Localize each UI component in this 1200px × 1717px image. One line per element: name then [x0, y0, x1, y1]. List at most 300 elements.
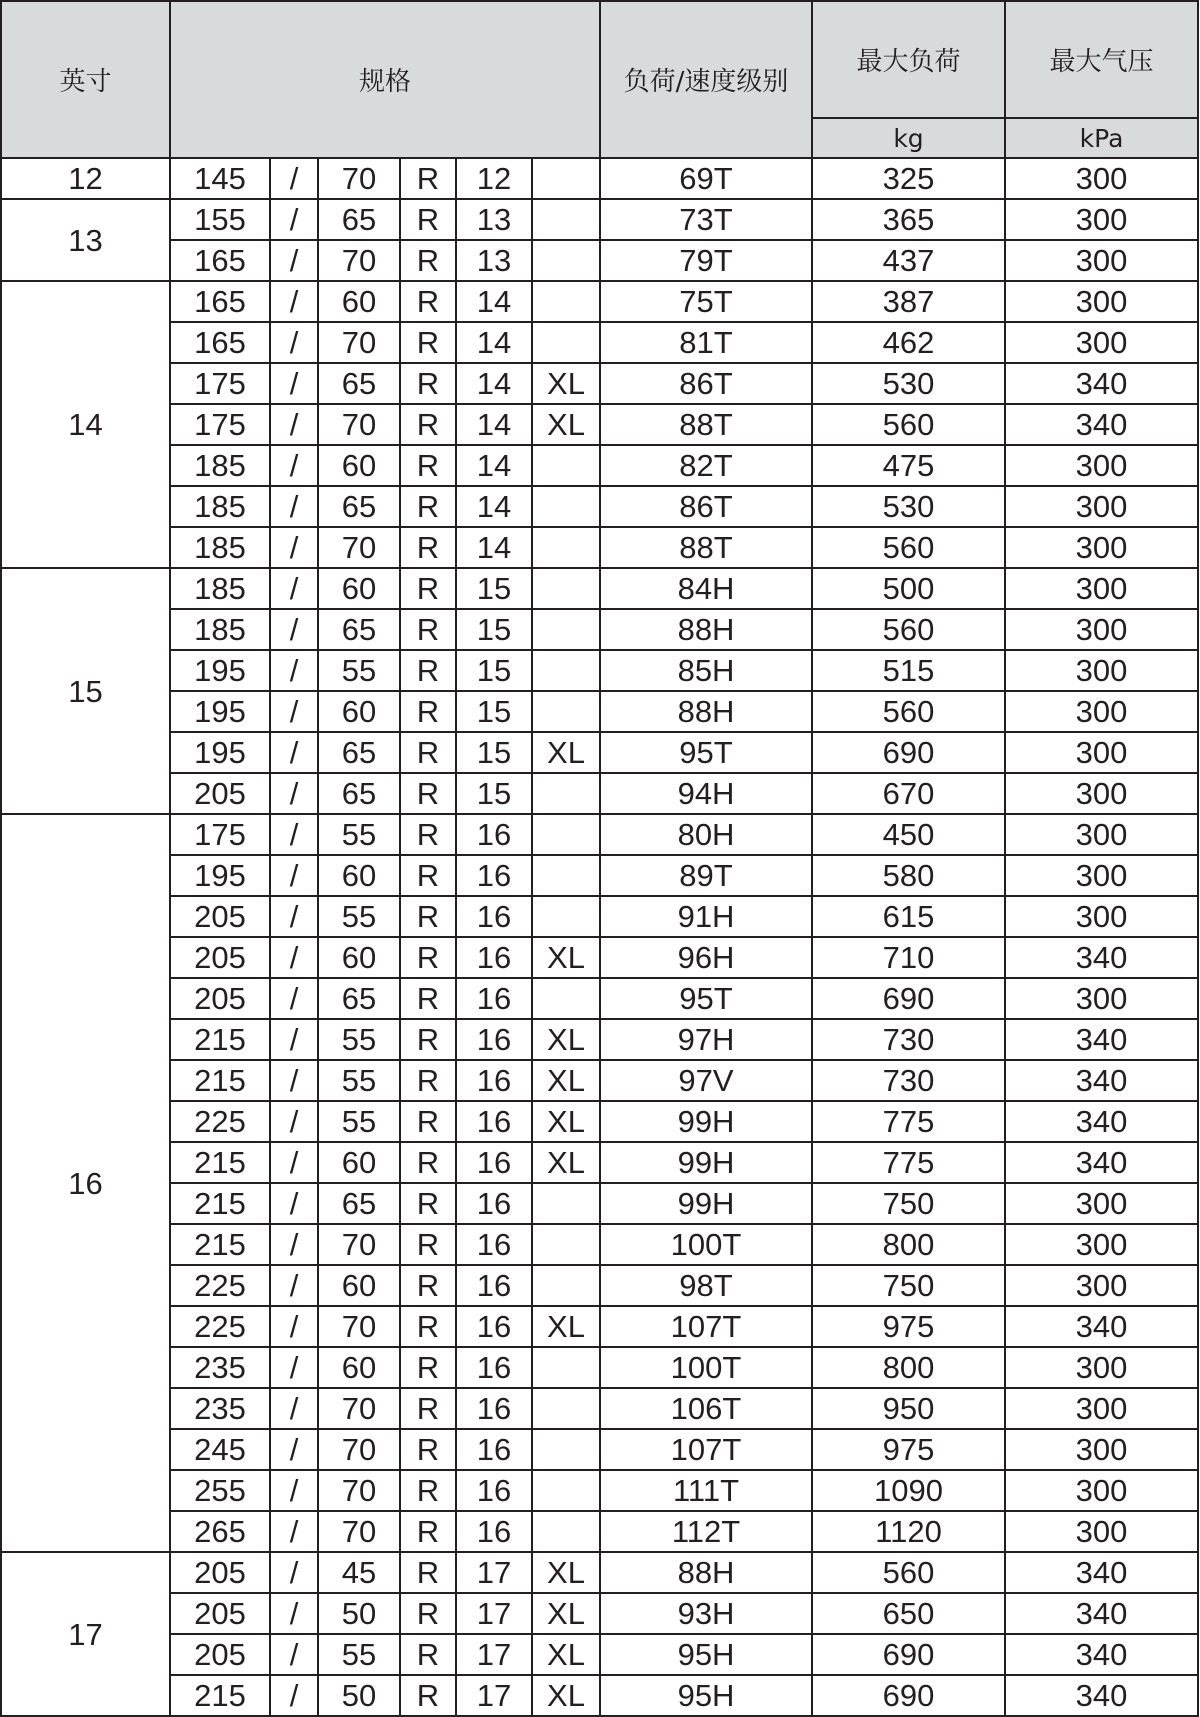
xl-cell [532, 1183, 600, 1224]
load-speed-cell: 99H [600, 1183, 812, 1224]
rim-cell: 15 [456, 650, 532, 691]
construction-cell: R [400, 609, 456, 650]
max-load-cell: 690 [812, 1675, 1005, 1716]
rim-cell: 14 [456, 281, 532, 322]
width-cell: 205 [170, 1634, 270, 1675]
construction-cell: R [400, 1511, 456, 1552]
construction-cell: R [400, 1634, 456, 1675]
width-cell: 185 [170, 527, 270, 568]
construction-cell: R [400, 281, 456, 322]
max-pressure-cell: 340 [1005, 1019, 1198, 1060]
max-load-cell: 475 [812, 445, 1005, 486]
max-load-cell: 975 [812, 1429, 1005, 1470]
xl-cell [532, 1429, 600, 1470]
rim-cell: 16 [456, 814, 532, 855]
max-load-cell: 750 [812, 1183, 1005, 1224]
table-row [1, 1511, 1198, 1552]
max-pressure-cell: 300 [1005, 1224, 1198, 1265]
max-load-cell: 690 [812, 732, 1005, 773]
width-cell: 205 [170, 937, 270, 978]
rim-cell: 16 [456, 896, 532, 937]
max-pressure-cell: 300 [1005, 1511, 1198, 1552]
max-pressure-cell: 300 [1005, 1429, 1198, 1470]
width-cell: 185 [170, 486, 270, 527]
load-speed-cell: 99H [600, 1142, 812, 1183]
max-pressure-cell: 340 [1005, 1101, 1198, 1142]
construction-cell: R [400, 691, 456, 732]
table-row [1, 691, 1198, 732]
max-load-cell: 560 [812, 527, 1005, 568]
max-load-cell: 800 [812, 1347, 1005, 1388]
load-speed-cell: 95T [600, 732, 812, 773]
aspect-cell: 70 [318, 322, 400, 363]
construction-cell: R [400, 1429, 456, 1470]
max-load-cell: 437 [812, 240, 1005, 281]
width-cell: 175 [170, 363, 270, 404]
max-load-cell: 560 [812, 691, 1005, 732]
max-pressure-cell: 300 [1005, 773, 1198, 814]
width-cell: 205 [170, 978, 270, 1019]
width-cell: 205 [170, 896, 270, 937]
slash-cell: / [270, 363, 318, 404]
load-speed-cell: 93H [600, 1593, 812, 1634]
max-pressure-cell: 300 [1005, 1470, 1198, 1511]
table-row [1, 158, 1198, 199]
max-pressure-cell: 300 [1005, 1183, 1198, 1224]
aspect-cell: 55 [318, 814, 400, 855]
load-speed-cell: 112T [600, 1511, 812, 1552]
aspect-cell: 65 [318, 732, 400, 773]
xl-cell [532, 650, 600, 691]
aspect-cell: 65 [318, 363, 400, 404]
slash-cell: / [270, 1142, 318, 1183]
max-load-cell: 950 [812, 1388, 1005, 1429]
aspect-cell: 55 [318, 1101, 400, 1142]
slash-cell: / [270, 650, 318, 691]
width-cell: 185 [170, 609, 270, 650]
rim-cell: 15 [456, 568, 532, 609]
xl-cell [532, 1511, 600, 1552]
aspect-cell: 60 [318, 568, 400, 609]
aspect-cell: 60 [318, 445, 400, 486]
xl-cell: XL [532, 1306, 600, 1347]
max-load-cell: 387 [812, 281, 1005, 322]
max-load-cell: 650 [812, 1593, 1005, 1634]
header-max-load: 最大负荷 [812, 1, 1005, 118]
aspect-cell: 65 [318, 486, 400, 527]
aspect-cell: 60 [318, 691, 400, 732]
rim-cell: 14 [456, 527, 532, 568]
load-speed-cell: 107T [600, 1429, 812, 1470]
xl-cell [532, 1224, 600, 1265]
table-row [1, 1306, 1198, 1347]
slash-cell: / [270, 568, 318, 609]
slash-cell: / [270, 1101, 318, 1142]
rim-cell: 16 [456, 1347, 532, 1388]
table-row [1, 199, 1198, 240]
aspect-cell: 55 [318, 1060, 400, 1101]
slash-cell: / [270, 1224, 318, 1265]
xl-cell [532, 568, 600, 609]
rim-cell: 13 [456, 240, 532, 281]
slash-cell: / [270, 1019, 318, 1060]
max-pressure-cell: 300 [1005, 814, 1198, 855]
slash-cell: / [270, 1470, 318, 1511]
max-load-cell: 775 [812, 1101, 1005, 1142]
table-row [1, 240, 1198, 281]
load-speed-cell: 86T [600, 363, 812, 404]
slash-cell: / [270, 1347, 318, 1388]
header-max-pressure: 最大气压 [1005, 1, 1198, 118]
rim-cell: 16 [456, 1183, 532, 1224]
inch-cell: 16 [1, 814, 170, 1552]
width-cell: 195 [170, 691, 270, 732]
inch-cell: 15 [1, 568, 170, 814]
max-load-cell: 775 [812, 1142, 1005, 1183]
rim-cell: 16 [456, 1429, 532, 1470]
rim-cell: 17 [456, 1552, 532, 1593]
load-speed-cell: 97H [600, 1019, 812, 1060]
construction-cell: R [400, 158, 456, 199]
max-pressure-cell: 340 [1005, 937, 1198, 978]
xl-cell [532, 896, 600, 937]
xl-cell [532, 445, 600, 486]
table-row [1, 773, 1198, 814]
table-row [1, 281, 1198, 322]
construction-cell: R [400, 1388, 456, 1429]
slash-cell: / [270, 1511, 318, 1552]
max-load-cell: 1120 [812, 1511, 1005, 1552]
table-row [1, 527, 1198, 568]
max-load-cell: 1090 [812, 1470, 1005, 1511]
xl-cell: XL [532, 404, 600, 445]
max-pressure-cell: 300 [1005, 158, 1198, 199]
aspect-cell: 70 [318, 527, 400, 568]
max-pressure-cell: 300 [1005, 568, 1198, 609]
construction-cell: R [400, 1142, 456, 1183]
xl-cell [532, 1470, 600, 1511]
max-load-cell: 710 [812, 937, 1005, 978]
load-speed-cell: 88H [600, 609, 812, 650]
xl-cell [532, 322, 600, 363]
max-pressure-cell: 300 [1005, 691, 1198, 732]
table-row [1, 1634, 1198, 1675]
rim-cell: 17 [456, 1634, 532, 1675]
construction-cell: R [400, 650, 456, 691]
xl-cell [532, 527, 600, 568]
construction-cell: R [400, 855, 456, 896]
load-speed-cell: 96H [600, 937, 812, 978]
load-speed-cell: 99H [600, 1101, 812, 1142]
slash-cell: / [270, 855, 318, 896]
slash-cell: / [270, 1388, 318, 1429]
slash-cell: / [270, 1306, 318, 1347]
construction-cell: R [400, 486, 456, 527]
aspect-cell: 60 [318, 855, 400, 896]
load-speed-cell: 95T [600, 978, 812, 1019]
slash-cell: / [270, 732, 318, 773]
slash-cell: / [270, 609, 318, 650]
load-speed-cell: 84H [600, 568, 812, 609]
width-cell: 165 [170, 322, 270, 363]
rim-cell: 15 [456, 691, 532, 732]
max-pressure-cell: 300 [1005, 445, 1198, 486]
width-cell: 185 [170, 568, 270, 609]
load-speed-cell: 85H [600, 650, 812, 691]
width-cell: 215 [170, 1019, 270, 1060]
width-cell: 175 [170, 814, 270, 855]
max-pressure-cell: 340 [1005, 1675, 1198, 1716]
table-row [1, 363, 1198, 404]
width-cell: 215 [170, 1224, 270, 1265]
construction-cell: R [400, 896, 456, 937]
construction-cell: R [400, 240, 456, 281]
max-pressure-cell: 340 [1005, 1306, 1198, 1347]
rim-cell: 16 [456, 1101, 532, 1142]
aspect-cell: 70 [318, 240, 400, 281]
table-row [1, 1470, 1198, 1511]
rim-cell: 16 [456, 855, 532, 896]
table-row [1, 1142, 1198, 1183]
slash-cell: / [270, 896, 318, 937]
construction-cell: R [400, 1470, 456, 1511]
slash-cell: / [270, 404, 318, 445]
rim-cell: 16 [456, 1511, 532, 1552]
rim-cell: 12 [456, 158, 532, 199]
width-cell: 175 [170, 404, 270, 445]
width-cell: 205 [170, 1552, 270, 1593]
construction-cell: R [400, 199, 456, 240]
table-row [1, 1224, 1198, 1265]
rim-cell: 14 [456, 363, 532, 404]
aspect-cell: 65 [318, 978, 400, 1019]
rim-cell: 13 [456, 199, 532, 240]
max-load-cell: 450 [812, 814, 1005, 855]
header-max-load-unit: kg [812, 118, 1005, 158]
max-load-cell: 730 [812, 1060, 1005, 1101]
max-pressure-cell: 300 [1005, 609, 1198, 650]
construction-cell: R [400, 1265, 456, 1306]
max-load-cell: 530 [812, 363, 1005, 404]
slash-cell: / [270, 199, 318, 240]
aspect-cell: 55 [318, 1019, 400, 1060]
construction-cell: R [400, 732, 456, 773]
aspect-cell: 60 [318, 1142, 400, 1183]
xl-cell [532, 855, 600, 896]
table-row [1, 322, 1198, 363]
slash-cell: / [270, 691, 318, 732]
load-speed-cell: 91H [600, 896, 812, 937]
width-cell: 165 [170, 240, 270, 281]
rim-cell: 14 [456, 404, 532, 445]
load-speed-cell: 80H [600, 814, 812, 855]
inch-cell: 12 [1, 158, 170, 199]
width-cell: 215 [170, 1183, 270, 1224]
width-cell: 195 [170, 732, 270, 773]
xl-cell: XL [532, 1019, 600, 1060]
aspect-cell: 50 [318, 1593, 400, 1634]
max-pressure-cell: 300 [1005, 896, 1198, 937]
load-speed-cell: 88H [600, 1552, 812, 1593]
max-load-cell: 730 [812, 1019, 1005, 1060]
aspect-cell: 55 [318, 650, 400, 691]
header-inch: 英寸 [1, 1, 170, 158]
construction-cell: R [400, 527, 456, 568]
aspect-cell: 70 [318, 1388, 400, 1429]
max-load-cell: 325 [812, 158, 1005, 199]
xl-cell: XL [532, 1675, 600, 1716]
max-pressure-cell: 300 [1005, 1265, 1198, 1306]
table-row [1, 1429, 1198, 1470]
width-cell: 215 [170, 1060, 270, 1101]
xl-cell: XL [532, 732, 600, 773]
load-speed-cell: 95H [600, 1675, 812, 1716]
slash-cell: / [270, 1265, 318, 1306]
aspect-cell: 70 [318, 158, 400, 199]
rim-cell: 16 [456, 1224, 532, 1265]
aspect-cell: 55 [318, 1634, 400, 1675]
construction-cell: R [400, 1552, 456, 1593]
xl-cell [532, 609, 600, 650]
table-body [1, 158, 1198, 1716]
table-row [1, 1060, 1198, 1101]
construction-cell: R [400, 1675, 456, 1716]
max-load-cell: 515 [812, 650, 1005, 691]
xl-cell: XL [532, 1142, 600, 1183]
load-speed-cell: 86T [600, 486, 812, 527]
width-cell: 155 [170, 199, 270, 240]
rim-cell: 16 [456, 1265, 532, 1306]
max-pressure-cell: 300 [1005, 978, 1198, 1019]
aspect-cell: 55 [318, 896, 400, 937]
construction-cell: R [400, 814, 456, 855]
width-cell: 245 [170, 1429, 270, 1470]
rim-cell: 16 [456, 1470, 532, 1511]
load-speed-cell: 106T [600, 1388, 812, 1429]
max-pressure-cell: 340 [1005, 1552, 1198, 1593]
max-load-cell: 560 [812, 404, 1005, 445]
width-cell: 165 [170, 281, 270, 322]
xl-cell [532, 773, 600, 814]
slash-cell: / [270, 158, 318, 199]
xl-cell: XL [532, 1634, 600, 1675]
rim-cell: 17 [456, 1593, 532, 1634]
max-load-cell: 560 [812, 609, 1005, 650]
table-row [1, 732, 1198, 773]
max-pressure-cell: 340 [1005, 1634, 1198, 1675]
rim-cell: 15 [456, 732, 532, 773]
slash-cell: / [270, 527, 318, 568]
width-cell: 195 [170, 855, 270, 896]
rim-cell: 15 [456, 609, 532, 650]
xl-cell [532, 814, 600, 855]
table-row [1, 650, 1198, 691]
load-speed-cell: 95H [600, 1634, 812, 1675]
slash-cell: / [270, 1552, 318, 1593]
slash-cell: / [270, 1675, 318, 1716]
rim-cell: 16 [456, 1060, 532, 1101]
load-speed-cell: 81T [600, 322, 812, 363]
construction-cell: R [400, 404, 456, 445]
load-speed-cell: 69T [600, 158, 812, 199]
table-header [1, 1, 1198, 158]
xl-cell [532, 158, 600, 199]
max-pressure-cell: 300 [1005, 199, 1198, 240]
construction-cell: R [400, 773, 456, 814]
rim-cell: 14 [456, 486, 532, 527]
aspect-cell: 65 [318, 1183, 400, 1224]
max-pressure-cell: 340 [1005, 363, 1198, 404]
slash-cell: / [270, 814, 318, 855]
construction-cell: R [400, 322, 456, 363]
xl-cell: XL [532, 1060, 600, 1101]
aspect-cell: 60 [318, 1347, 400, 1388]
load-speed-cell: 88T [600, 404, 812, 445]
slash-cell: / [270, 1634, 318, 1675]
width-cell: 235 [170, 1347, 270, 1388]
width-cell: 235 [170, 1388, 270, 1429]
max-pressure-cell: 300 [1005, 486, 1198, 527]
max-load-cell: 560 [812, 1552, 1005, 1593]
load-speed-cell: 98T [600, 1265, 812, 1306]
table-row [1, 1675, 1198, 1716]
max-load-cell: 462 [812, 322, 1005, 363]
load-speed-cell: 75T [600, 281, 812, 322]
xl-cell [532, 281, 600, 322]
slash-cell: / [270, 322, 318, 363]
header-max-pressure-unit: kPa [1005, 118, 1198, 158]
table-row [1, 568, 1198, 609]
rim-cell: 16 [456, 978, 532, 1019]
max-load-cell: 530 [812, 486, 1005, 527]
xl-cell [532, 1265, 600, 1306]
load-speed-cell: 89T [600, 855, 812, 896]
aspect-cell: 70 [318, 1306, 400, 1347]
table-row [1, 896, 1198, 937]
load-speed-cell: 94H [600, 773, 812, 814]
aspect-cell: 65 [318, 609, 400, 650]
construction-cell: R [400, 1224, 456, 1265]
rim-cell: 16 [456, 937, 532, 978]
max-load-cell: 580 [812, 855, 1005, 896]
max-pressure-cell: 300 [1005, 1388, 1198, 1429]
slash-cell: / [270, 1429, 318, 1470]
rim-cell: 16 [456, 1388, 532, 1429]
construction-cell: R [400, 1347, 456, 1388]
slash-cell: / [270, 1060, 318, 1101]
construction-cell: R [400, 1593, 456, 1634]
aspect-cell: 50 [318, 1675, 400, 1716]
max-pressure-cell: 300 [1005, 240, 1198, 281]
max-pressure-cell: 340 [1005, 1060, 1198, 1101]
aspect-cell: 70 [318, 404, 400, 445]
construction-cell: R [400, 1101, 456, 1142]
width-cell: 205 [170, 1593, 270, 1634]
xl-cell [532, 486, 600, 527]
xl-cell: XL [532, 363, 600, 404]
load-speed-cell: 88T [600, 527, 812, 568]
aspect-cell: 60 [318, 281, 400, 322]
slash-cell: / [270, 1593, 318, 1634]
load-speed-cell: 97V [600, 1060, 812, 1101]
rim-cell: 16 [456, 1142, 532, 1183]
header-spec: 规格 [170, 1, 600, 158]
max-pressure-cell: 340 [1005, 404, 1198, 445]
width-cell: 265 [170, 1511, 270, 1552]
max-pressure-cell: 300 [1005, 732, 1198, 773]
aspect-cell: 70 [318, 1511, 400, 1552]
table-row [1, 1265, 1198, 1306]
